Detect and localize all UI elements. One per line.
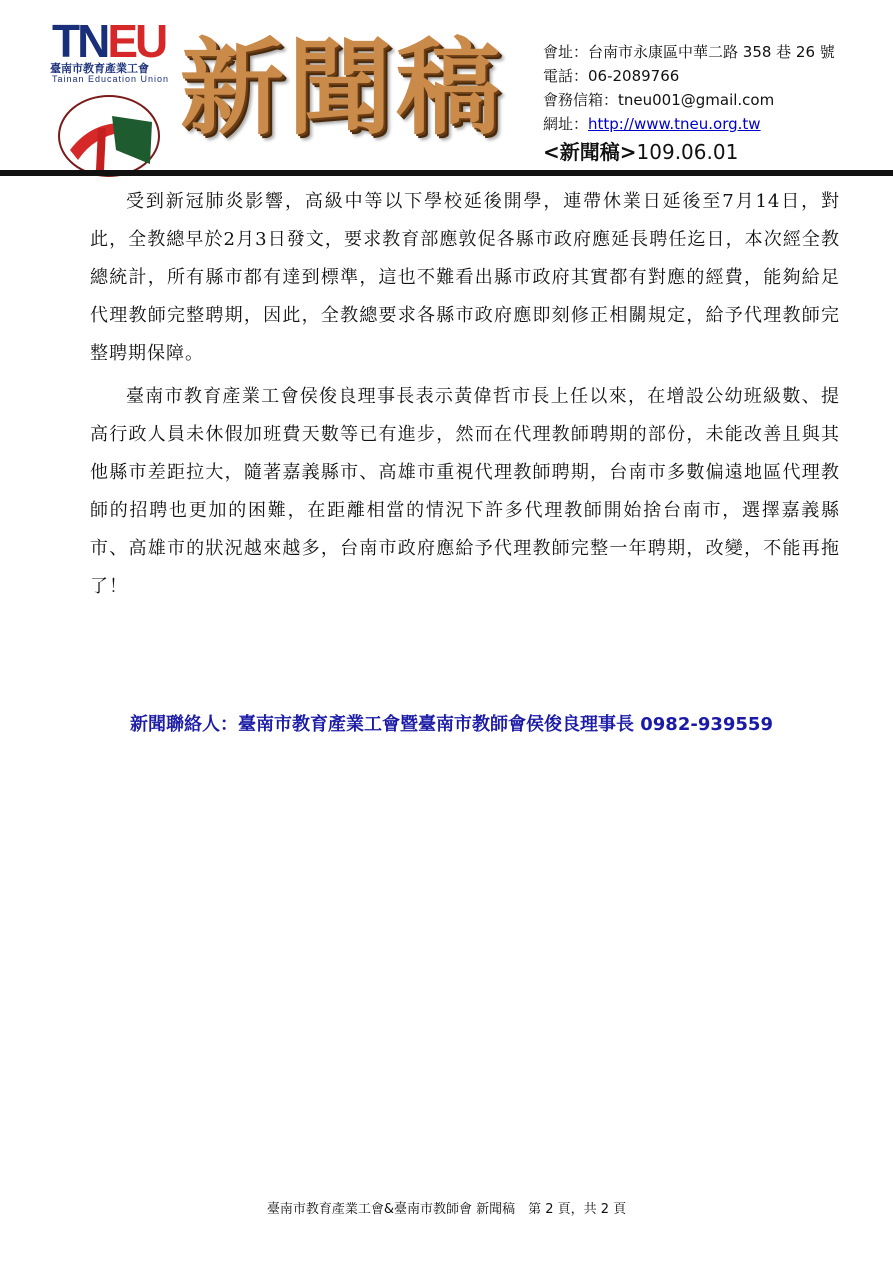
- paragraph-1: 受到新冠肺炎影響，高級中等以下學校延後開學，連帶休業日延後至7月14日，對此，全教總早於2月3日發文，要求教育部應敦促各縣市政府應延長聘任迄日，本次經全教總統計，所有縣市都有達到標準，這也不難看出縣市政府其實都有對應的經費，能夠給足代理教師完整聘期，因此，全教總要求各縣市政府應即刻修正相關規定，給予代理教師完整聘期保障。: [90, 191, 840, 364]
- release-label: <新聞稿>: [543, 140, 637, 164]
- contact-info: [543, 40, 835, 166]
- press-release-body: [90, 183, 840, 611]
- paragraph-2: 臺南市教育產業工會侯俊良理事長表示黃偉哲市長上任以來，在增設公幼班級數、提高行政人員未休假加班費天數等已有進步，然而在代理教師聘期的部份，未能改善且與其他縣市差距拉大，隨著嘉義縣市、高雄市重視代理教師聘期，台南市多數偏遠地區代理教師的招聘也更加的困難，在距離相當的情況下許多代理教師開始捨台南市，選擇嘉義縣市、高雄市的狀況越來越多，台南市政府應給予代理教師完整一年聘期，改變，不能再拖了！: [90, 386, 840, 597]
- union-name-en: Tainan Education Union: [52, 74, 170, 84]
- press-contact-person: 新聞聯絡人：臺南市教育產業工會暨臺南市教師會侯俊良理事長 0982-939559: [130, 714, 773, 735]
- masthead-title: 新聞稿: [180, 26, 505, 149]
- union-logo: [50, 15, 170, 168]
- union-name-cn: 臺南市教育產業工會: [50, 62, 149, 75]
- release-line: [543, 138, 835, 166]
- teachers-association-seal-icon: [54, 88, 164, 180]
- website-label: 網址：: [543, 115, 589, 133]
- address-line: 會址：台南市永康區中華二路 358 巷 26 號: [543, 43, 835, 61]
- header-divider: [0, 170, 893, 176]
- website-link[interactable]: http://www.tneu.org.tw: [588, 115, 761, 133]
- page-footer: 臺南市教育產業工會&臺南市教師會 新聞稿 第 2 頁，共 2 頁: [266, 1202, 627, 1217]
- website-line: [543, 112, 835, 136]
- tneu-wordmark: TNEU: [52, 15, 166, 67]
- release-date: 109.06.01: [636, 140, 739, 164]
- phone-line: 電話：06-2089766: [543, 67, 680, 85]
- email-line: 會務信箱：tneu001@gmail.com: [543, 91, 775, 109]
